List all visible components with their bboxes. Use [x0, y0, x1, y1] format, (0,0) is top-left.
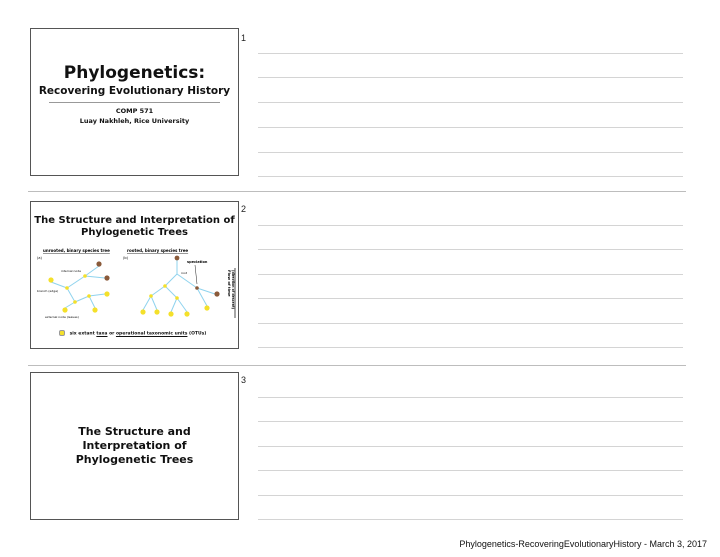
note-line [258, 397, 683, 398]
note-line [258, 519, 683, 520]
slide-2-caption [59, 330, 206, 337]
slide-1-course: COMP 571 [115, 107, 154, 115]
label-branch: branch (edge) [37, 289, 59, 293]
slide-1-subtitle: Recovering Evolutionary History [38, 85, 231, 97]
bird-icons-rooted [140, 256, 219, 317]
note-line [258, 127, 683, 128]
panel-b-label: (b) [123, 256, 128, 260]
note-line [258, 77, 683, 78]
caption-otu: operational taxonomic units [115, 331, 188, 337]
slide-1-author: Luay Nakhleh, Rice University [79, 117, 190, 125]
note-line [258, 323, 683, 324]
phylogenetic-tree-figure [37, 248, 237, 330]
slide-1 [30, 28, 239, 176]
note-line [258, 495, 683, 496]
note-line [258, 421, 683, 422]
slide-number-2: 2 [241, 204, 247, 214]
slide-2 [30, 201, 239, 349]
panel-a-label: (a) [37, 256, 42, 260]
rooted-tree [143, 260, 215, 312]
label-internal-node: internal node [61, 269, 81, 273]
label-root: root [181, 271, 188, 275]
slide-3-title: The Structure and Interpretation of Phylogenetic Trees [75, 425, 194, 466]
slide-1-divider [49, 102, 220, 103]
page-separator [28, 191, 686, 192]
slide-number-3: 3 [241, 375, 247, 385]
slide-number-1: 1 [241, 33, 247, 43]
label-rooted: rooted, binary species tree [127, 248, 189, 253]
note-line [258, 347, 683, 348]
caption-prefix: six extant [69, 331, 95, 337]
label-speciation: speciation [187, 260, 208, 264]
slide-1-title: Phylogenetics: [63, 63, 206, 83]
note-line [258, 152, 683, 153]
note-line [258, 298, 683, 299]
note-line [258, 274, 683, 275]
label-unrooted: unrooted, binary species tree [43, 248, 110, 253]
bullet-icon [59, 330, 65, 336]
note-line [258, 446, 683, 447]
note-line [258, 176, 683, 177]
note-line [258, 53, 683, 54]
time-axis-label-2: (direction of descent) [231, 270, 235, 309]
page-separator [28, 365, 686, 366]
note-line [258, 102, 683, 103]
time-axis-label: Flow of time [227, 270, 232, 297]
slide-2-title: The Structure and Interpretation of Phylogenetic Trees [34, 215, 235, 238]
note-line [258, 249, 683, 250]
note-line [258, 470, 683, 471]
page-footer: Phylogenetics-RecoveringEvolutionaryHistory - March 3, 2017 [459, 539, 707, 549]
caption-or: or [109, 331, 115, 337]
caption-taxa: taxa [96, 331, 108, 337]
label-external-node: external node (leaves) [45, 315, 79, 319]
caption-suffix: (OTUs) [189, 331, 207, 337]
slide-3 [30, 372, 239, 520]
note-line [258, 225, 683, 226]
